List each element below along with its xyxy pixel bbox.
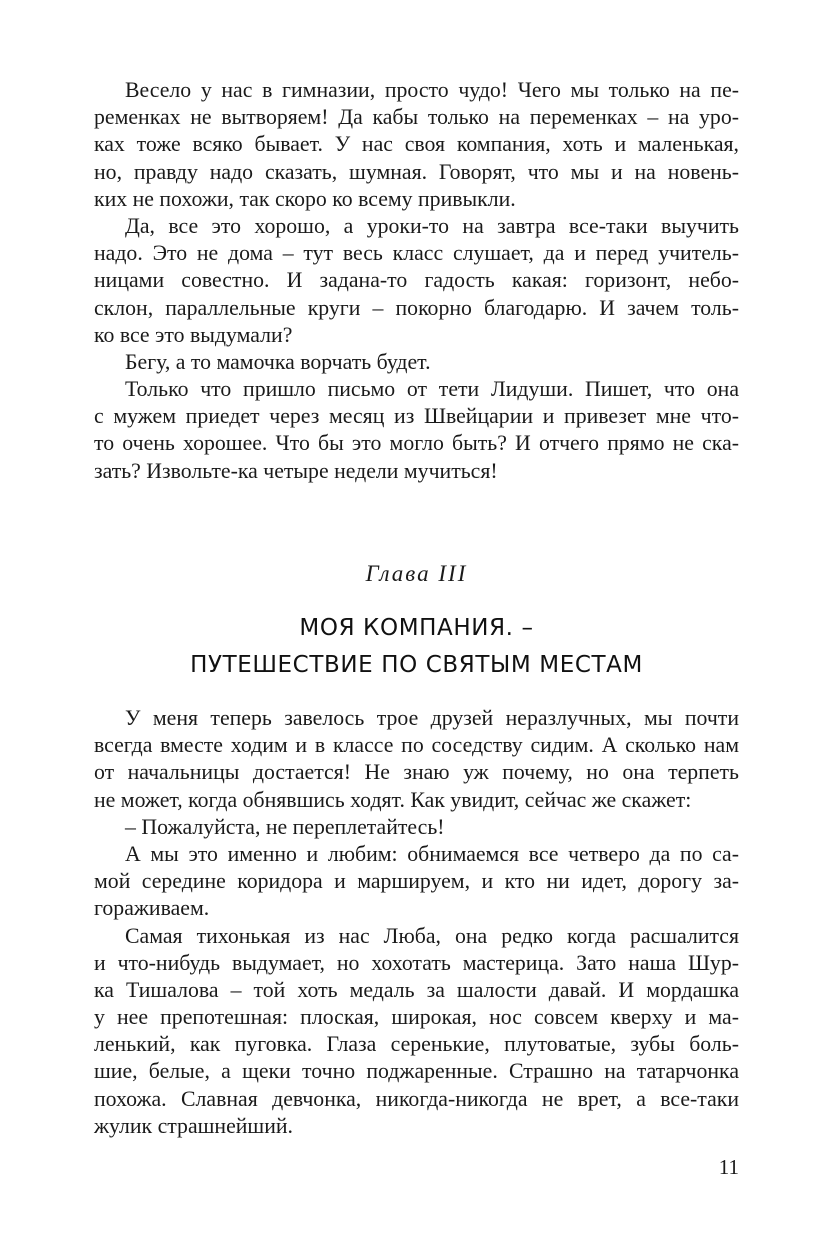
text-line: ка Тишалова – той хоть медаль за шалости давай. И мордашка bbox=[94, 977, 739, 1002]
text-line: то очень хорошее. Что бы это могло быть? И отчего прямо не ска- bbox=[94, 431, 739, 456]
text-line: А мы это именно и любим: обнимаемся все четверо да по са- bbox=[125, 841, 739, 866]
text-line: от начальницы достается! Не знаю уж почему, но она терпеть bbox=[94, 760, 739, 785]
text-line: но, правду надо сказать, шумная. Говорят, что мы и на новень- bbox=[94, 159, 739, 184]
text-line: шие, белые, а щеки точно поджаренные. Страшно на татарчонка bbox=[94, 1059, 739, 1084]
chapter-title bbox=[0, 610, 833, 684]
text-line: Бегу, а то мамочка ворчать будет. bbox=[125, 349, 431, 374]
text-line: у нее препотешная: плоская, широкая, нос совсем кверху и ма- bbox=[94, 1005, 739, 1030]
page-number: 11 bbox=[718, 1155, 739, 1179]
text-line: жулик страшнейший. bbox=[94, 1113, 293, 1138]
text-line: Самая тихонькая из нас Люба, она редко когда расшалится bbox=[125, 923, 739, 948]
chapter-label: Глава III bbox=[365, 561, 468, 586]
text-line: похожа. Славная девчонка, никогда-никогда не врет, а все-таки bbox=[94, 1086, 739, 1111]
text-line: ках тоже всяко бывает. У нас своя компания, хоть и маленькая, bbox=[94, 132, 739, 157]
text-line: Весело у нас в гимназии, просто чудо! Чего мы только на пе- bbox=[125, 78, 739, 102]
text-line: с мужем приедет через месяц из Швейцарии и привезет мне что- bbox=[94, 404, 739, 429]
text-line: всегда вместе ходим и в классе по соседству сидим. А сколько нам bbox=[94, 733, 739, 758]
text-line: – Пожалуйста, не переплетайтесь! bbox=[125, 814, 445, 839]
text-line: Да, все это хорошо, а уроки-то на завтра все-таки выучить bbox=[125, 213, 739, 238]
text-line: надо. Это не дома – тут весь класс слушает, да и перед учитель- bbox=[94, 241, 739, 266]
text-line: ременках не вытворяем! Да кабы только на переменках – на уро- bbox=[94, 105, 739, 130]
chapter-title-line: ПУТЕШЕСТВИЕ ПО СВЯТЫМ МЕСТАМ bbox=[190, 652, 643, 678]
text-line: и что-нибудь выдумает, но хохотать мастерица. Зато наша Шур- bbox=[94, 950, 739, 975]
text-line: ко все это выдумали? bbox=[94, 322, 293, 347]
text-line: ницами совестно. И задана-то гадость какая: горизонт, небо- bbox=[94, 268, 739, 293]
text-line: склон, параллельные круги – покорно благодарю. И зачем толь- bbox=[94, 295, 739, 320]
chapter-title-line: МОЯ КОМПАНИЯ. – bbox=[299, 615, 534, 641]
section-2-text bbox=[94, 705, 739, 1140]
text-line: Только что пришло письмо от тети Лидуши. Пишет, что она bbox=[125, 377, 739, 402]
text-line: гораживаем. bbox=[94, 896, 210, 921]
text-line: ленький, как пуговка. Глаза серенькие, плутоватые, зубы боль- bbox=[94, 1032, 739, 1057]
text-line: мой середине коридора и маршируем, и кто ни идет, дорогу за- bbox=[94, 869, 739, 894]
section-1-text bbox=[94, 77, 739, 485]
text-line: зать? Извольте-ка четыре недели мучиться! bbox=[94, 458, 498, 483]
text-line: У меня теперь завелось трое друзей неразлучных, мы почти bbox=[125, 706, 739, 730]
text-line: ких не похожи, так скоро ко всему привыкли. bbox=[94, 186, 516, 211]
text-line: не может, когда обнявшись ходят. Как увидит, сейчас же скажет: bbox=[94, 787, 692, 812]
